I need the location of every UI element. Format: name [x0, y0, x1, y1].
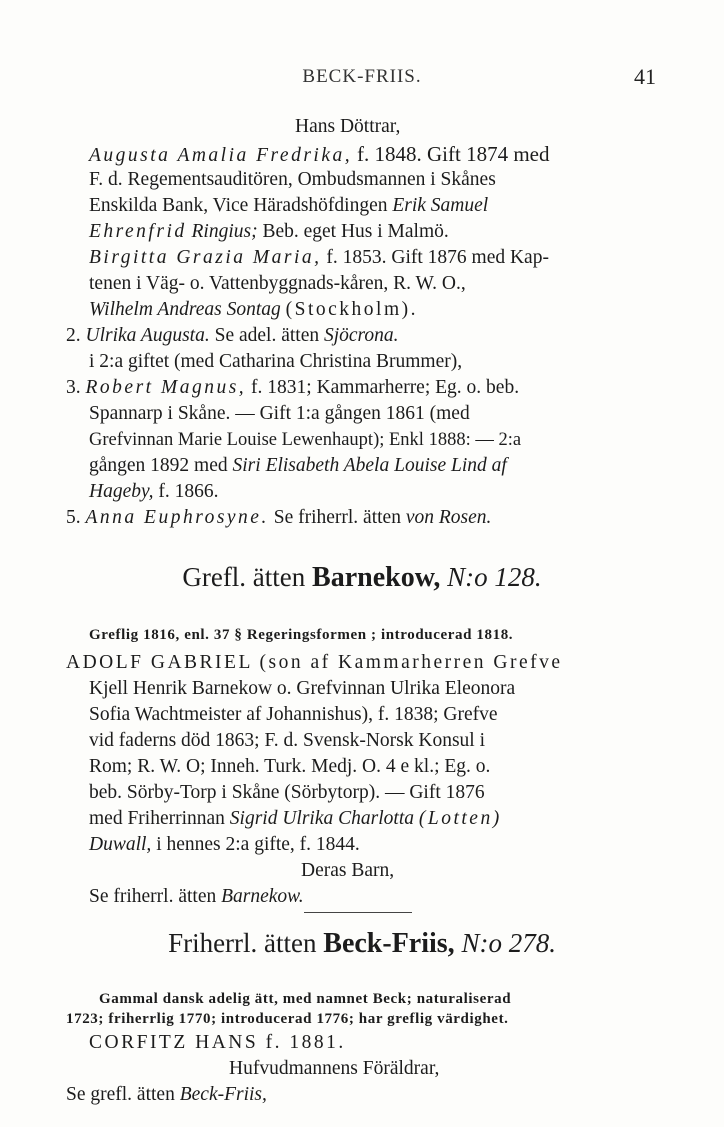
- text-line: Enskilda Bank, Vice Häradshöfdingen Erik Samuel: [89, 195, 489, 216]
- text-line: Hans Döttrar,: [295, 116, 401, 137]
- text-line: Hageby, f. 1866.: [89, 481, 219, 502]
- text-line: Spannarp i Skåne. — Gift 1:a gången 1861 (med: [89, 403, 470, 424]
- section-subheading: 1723; friherrlig 1770; introducerad 1776; har greflig värdighet.: [66, 1011, 509, 1027]
- text-line: Wilhelm Andreas Sontag (Stockholm).: [89, 299, 418, 320]
- text-line: Ehrenfrid Ringius; Beb. eget Hus i Malmö.: [89, 221, 449, 242]
- text-line: gången 1892 med Siri Elisabeth Abela Louise Lind af: [89, 455, 507, 476]
- list-item: 2. Ulrika Augusta. Se adel. ätten Sjöcrona.: [66, 325, 399, 346]
- text-line: Duwall, i hennes 2:a gifte, f. 1844.: [89, 834, 360, 855]
- text-line: ADOLF GABRIEL (son af Kammarherren Grefve: [66, 652, 563, 673]
- text-line: beb. Sörby-Torp i Skåne (Sörbytorp). — Gift 1876: [89, 782, 485, 803]
- text-line: Se friherrl. ätten Barnekow.: [89, 886, 304, 907]
- text-line: CORFITZ HANS f. 1881.: [89, 1032, 346, 1053]
- text-line: Grefvinnan Marie Louise Lewenhaupt); Enkl 1888: — 2:a: [89, 430, 522, 450]
- list-item: 5. Anna Euphrosyne. Se friherrl. ätten von Rosen.: [66, 507, 492, 528]
- text-line: i 2:a giftet (med Catharina Christina Brummer),: [89, 351, 463, 372]
- text-line: Rom; R. W. O; Inneh. Turk. Medj. O. 4 e kl.; Eg. o.: [89, 756, 491, 777]
- section-heading: Friherrl. ätten Beck-Friis, N:o 278.: [168, 928, 556, 959]
- list-item: 3. Robert Magnus, f. 1831; Kammarherre; Eg. o. beb.: [66, 377, 520, 398]
- divider: [304, 912, 412, 913]
- text-line: Se grefl. ätten Beck-Friis,: [66, 1084, 267, 1105]
- text-line: vid faderns död 1863; F. d. Svensk-Norsk Konsul i: [89, 730, 486, 751]
- text-line: Kjell Henrik Barnekow o. Grefvinnan Ulrika Eleonora: [89, 678, 516, 699]
- text-line: tenen i Väg- o. Vattenbyggnads-kåren, R. W. O.,: [89, 273, 466, 294]
- section-subheading: Greflig 1816, enl. 37 § Regeringsformen ; introducerad 1818.: [89, 627, 514, 643]
- text-line: Sofia Wachtmeister af Johannishus), f. 1838; Grefve: [89, 704, 498, 725]
- section-subheading: Gammal dansk adelig ätt, med namnet Beck; naturaliserad: [99, 991, 512, 1007]
- text-line: Hufvudmannens Föräldrar,: [229, 1058, 440, 1079]
- text-line: Birgitta Grazia Maria, f. 1853. Gift 1876 med Kap-: [89, 247, 549, 268]
- page-number: 41: [634, 64, 656, 89]
- text-line: F. d. Regementsauditören, Ombudsmannen i Skånes: [89, 169, 496, 190]
- text-line: Deras Barn,: [301, 860, 395, 881]
- text-line: Augusta Amalia Fredrika, f. 1848. Gift 1874 med: [89, 142, 550, 166]
- running-header: BECK-FRIIS.: [302, 66, 422, 87]
- section-heading: Grefl. ätten Barnekow, N:o 128.: [182, 562, 542, 593]
- text-line: med Friherrinnan Sigrid Ulrika Charlotta (Lotten): [89, 808, 502, 829]
